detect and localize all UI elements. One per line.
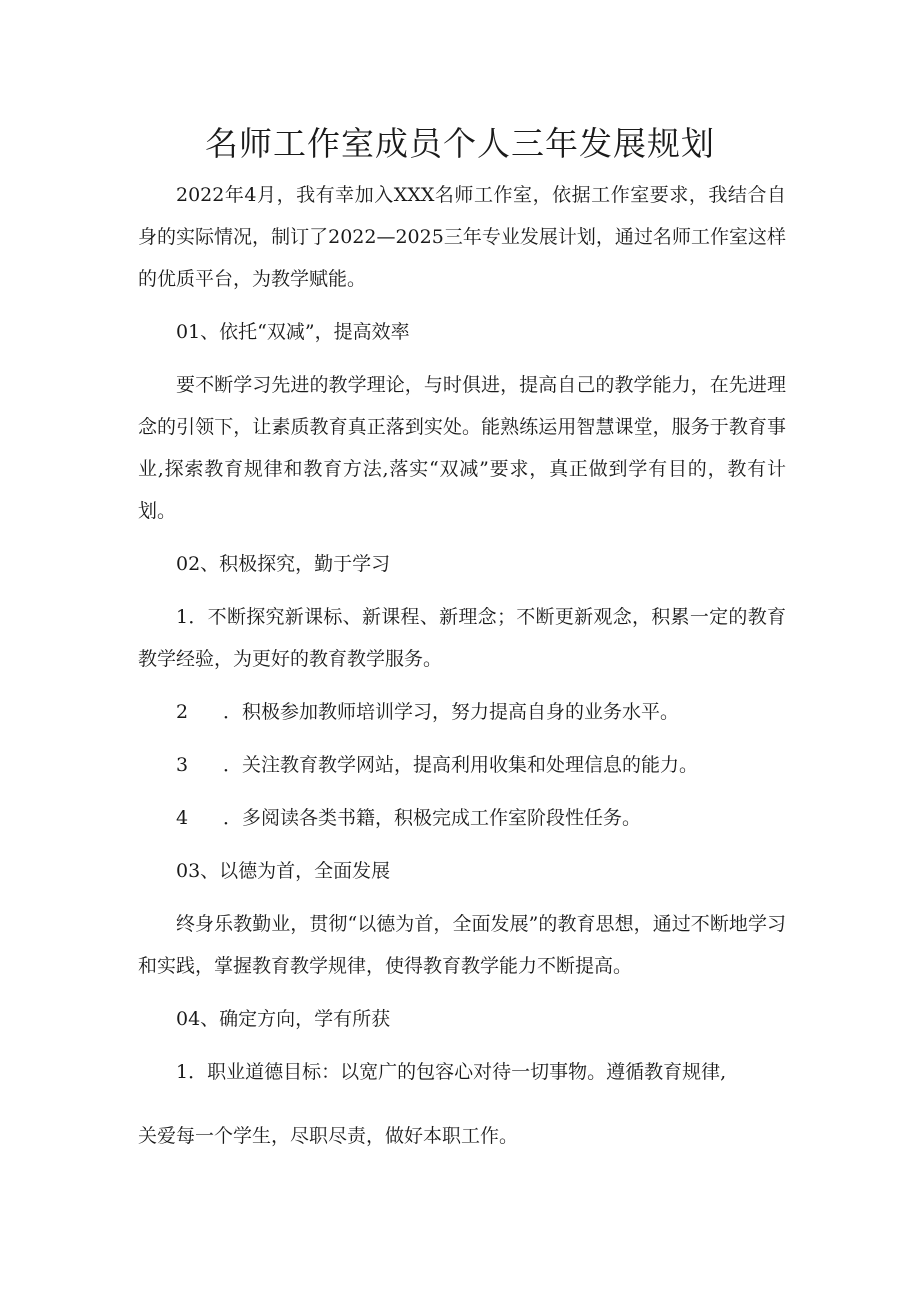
section-heading-04: 04、确定方向，学有所获 [176,1008,391,1030]
item-number: 2 [176,701,189,723]
section-heading-02: 02、积极探究，勤于学习 [176,553,391,575]
item-text: ．多阅读各类书籍，积极完成工作室阶段性任务。 [223,807,642,829]
section-04-item-1-line-1: 1．职业道德目标：以宽广的包容心对待一切事物。遵循教育规律, [176,1061,727,1083]
section-02-item-1: 1．不断探究新课标、新课程、新理念；不断更新观念，积累一定的教育教学经验，为更好的教育教学服务。 [138,606,786,670]
document-title: 名师工作室成员个人三年发展规划 [205,124,715,163]
item-text: ．积极参加教师培训学习，努力提高自身的业务水平。 [223,701,680,723]
section-03-paragraph: 终身乐教勤业，贯彻“以德为首，全面发展”的教育思想，通过不断地学习和实践，掌握教育教学规律，使得教育教学能力不断提高。 [138,913,786,977]
section-01-paragraph: 要不断学习先进的教学理论，与时俱进，提高自己的教学能力，在先进理念的引领下，让素质教育真正落到实处。能熟练运用智慧课堂，服务于教育事业,探索教育规律和教育方法,落实“双减”要求，真正做到学有目的，教有计划。 [138,374,786,522]
document-body [138,174,786,1157]
section-04-item-1-line-2: 关爱每一个学生，尽职尽责，做好本职工作。 [138,1125,519,1147]
item-number: 4 [176,807,189,829]
section-02-item-2 [138,691,786,733]
item-text: ．关注教育教学网站，提高利用收集和处理信息的能力。 [223,754,699,776]
section-02-item-3 [138,744,786,786]
section-02-item-4 [138,797,786,839]
item-number: 3 [176,754,189,776]
intro-paragraph: 2022年4月，我有幸加入XXX名师工作室，依据工作室要求，我结合自身的实际情况，制订了2022—2025三年专业发展计划，通过名师工作室这样的优质平台，为教学赋能。 [138,184,786,290]
section-heading-03: 03、以德为首，全面发展 [176,860,391,882]
section-heading-01: 01、依托“双减”，提高效率 [176,321,410,343]
